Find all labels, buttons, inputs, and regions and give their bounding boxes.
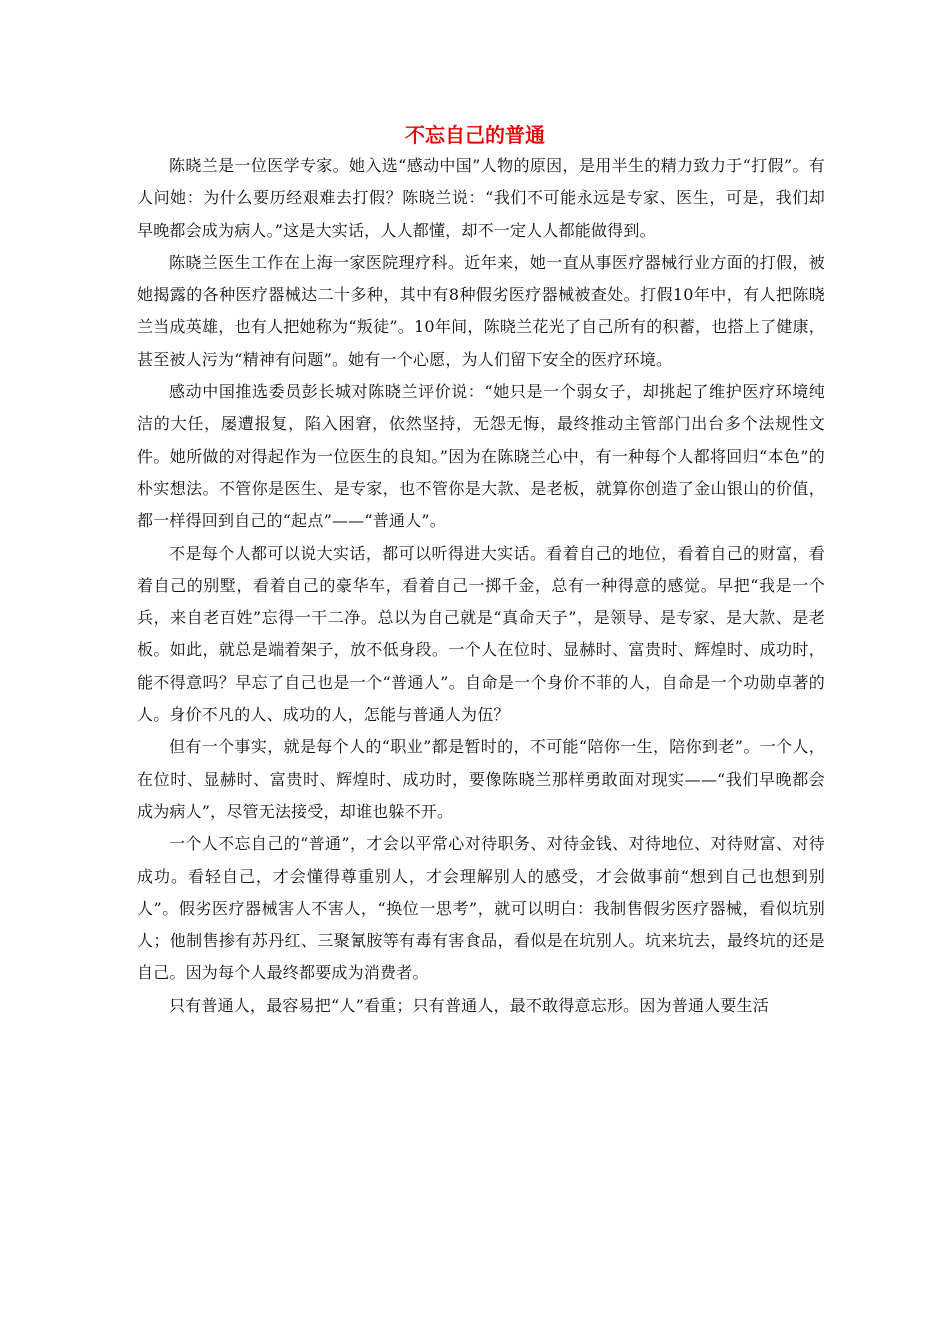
document-body bbox=[137, 150, 825, 1022]
paragraph: 感动中国推选委员彭长城对陈晓兰评价说：“她只是一个弱女子，却挑起了维护医疗环境纯洁的大任，屡遭报复，陷入困窘，依然坚持，无怨无悔，最终推动主管部门出台多个法规性文件。她所做的对得起作为一位医生的良知。”因为在陈晓兰心中，有一种每个人都将回归“本色”的朴实想法。不管你是医生、是专家，也不管你是大款、是老板，就算你创造了金山银山的价值，都一样得回到自己的“起点”——“普通人”。 bbox=[137, 382, 825, 531]
paragraph: 但有一个事实，就是每个人的“职业”都是暂时的，不可能“陪你一生，陪你到老”。一个人，在位时、显赫时、富贵时、辉煌时、成功时，要像陈晓兰那样勇敢面对现实——“我们早晚都会成为病人”，尽管无法接受，却谁也躲不开。 bbox=[137, 737, 825, 821]
document-title: 不忘自己的普通 bbox=[405, 123, 545, 147]
paragraph: 不是每个人都可以说大实话，都可以听得进大实话。看着自己的地位，看着自己的财富，看着自己的别墅，看着自己的豪华车，看着自己一掷千金，总有一种得意的感觉。早把“我是一个兵，来自老百姓”忘得一干二净。总以为自己就是“真命天子”，是领导、是专家、是大款、是老板。如此，就总是端着架子，放不低身段。一个人在位时、显赫时、富贵时、辉煌时、成功时，能不得意吗？早忘了自己也是一个“普通人”。自命是一个身价不菲的人，自命是一个功勋卓著的人。身价不凡的人、成功的人，怎能与普通人为伍？ bbox=[137, 543, 825, 725]
paragraph: 陈晓兰医生工作在上海一家医院理疗科。近年来，她一直从事医疗器械行业方面的打假，被她揭露的各种医疗器械达二十多种，其中有8种假劣医疗器械被查处。打假10年中，有人把陈晓兰当成英雄，也有人把她称为“叛徒”。10年间，陈晓兰花光了自己所有的积蓄，也搭上了健康，甚至被人污为“精神有问题”。她有一个心愿，为人们留下安全的医疗环境。 bbox=[137, 252, 825, 369]
paragraph: 陈晓兰是一位医学专家。她入选“感动中国”人物的原因，是用半生的精力致力于“打假”。有人问她：为什么要历经艰难去打假？陈晓兰说：“我们不可能永远是专家、医生，可是，我们却早晚都会成为病人。”这是大实话，人人都懂，却不一定人人都能做得到。 bbox=[137, 156, 825, 240]
paragraph: 一个人不忘自己的“普通”，才会以平常心对待职务、对待金钱、对待地位、对待财富、对待成功。看轻自己，才会懂得尊重别人，才会理解别人的感受，才会做事前“想到自己也想到别人”。假劣医疗器械害人不害人，“换位一思考”，就可以明白：我制售假劣医疗器械，看似坑别人；他制售掺有苏丹红、三聚氰胺等有毒有害食品，看似是在坑别人。坑来坑去，最终坑的还是自己。因为每个人最终都要成为消费者。 bbox=[137, 834, 825, 983]
paragraph: 只有普通人，最容易把“人”看重；只有普通人，最不敢得意忘形。因为普通人要生活 bbox=[169, 995, 769, 1015]
